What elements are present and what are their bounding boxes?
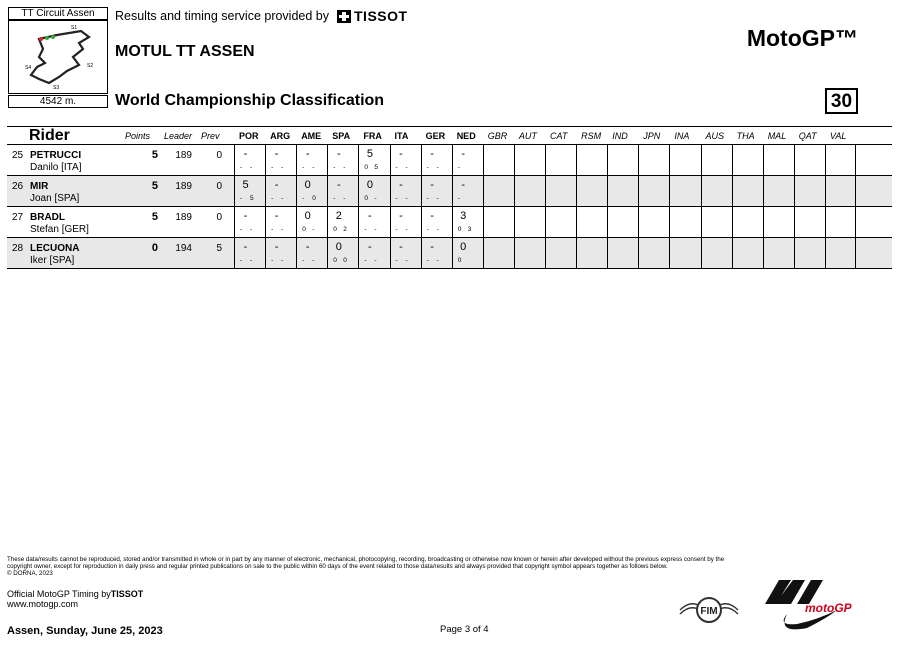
header-points: Points [125, 131, 151, 141]
timing-provider [115, 8, 408, 24]
race-cell [265, 145, 296, 175]
sprint-points: - [302, 195, 305, 202]
race-only-points: 3 [467, 226, 472, 233]
header-race: RSM [581, 131, 602, 141]
header-race: AUT [518, 131, 537, 141]
tissot-brand: TISSOT [354, 8, 408, 24]
race-cell [327, 207, 358, 237]
sprint-points: - [240, 164, 243, 171]
header-race: VAL [829, 131, 847, 141]
sprint-points: - [271, 195, 274, 202]
race-cell [358, 145, 389, 175]
rider-points: 5 [151, 211, 158, 223]
circuit-length: 4542 m. [8, 95, 108, 108]
header-race: AUS [705, 131, 725, 141]
race-cell [296, 176, 327, 206]
race-cell [421, 207, 452, 237]
header-race: ITA [394, 131, 409, 141]
race-cell [669, 145, 700, 175]
page-number: Page 3 of 4 [440, 624, 489, 635]
circuit-name: TT Circuit Assen [8, 7, 108, 20]
race-cell [638, 238, 669, 268]
race-cell [763, 145, 794, 175]
race-only-points: - [281, 257, 284, 264]
race-only-points: - [343, 195, 346, 202]
race-cell [483, 238, 514, 268]
race-cell [763, 176, 794, 206]
credit-text: Official MotoGP Timing by [7, 589, 111, 599]
race-only-points: - [436, 226, 439, 233]
event-date: Assen, Sunday, June 25, 2023 [7, 625, 163, 637]
race-cell [576, 238, 607, 268]
sprint-points: - [271, 257, 274, 264]
svg-text:S3: S3 [53, 85, 60, 91]
event-title: MOTUL TT ASSEN [115, 43, 255, 60]
rider-prev-gap: 5 [216, 243, 222, 254]
race-cell [732, 238, 763, 268]
rider-prev-gap: 0 [216, 181, 222, 192]
race-cell [669, 176, 700, 206]
race-points: - [461, 179, 466, 191]
sprint-points: - [395, 226, 398, 233]
rider-position: 26 [12, 181, 24, 192]
table-row [7, 176, 892, 207]
race-points: - [305, 148, 310, 160]
race-cell [669, 238, 700, 268]
header-race: ARG [270, 131, 291, 141]
race-only-points: - [250, 257, 253, 264]
credit-brand: TISSOT [110, 589, 144, 599]
race-points: - [399, 210, 403, 222]
website-link: www.motogp.com [7, 599, 79, 609]
race-cell [607, 238, 638, 268]
race-only-points: - [312, 257, 315, 264]
motogp-logo [757, 574, 862, 630]
rider-given-name: Danilo [ITA] [30, 162, 82, 173]
race-cell [701, 238, 732, 268]
table-row [7, 145, 892, 176]
race-cell [514, 207, 545, 237]
race-points: 0 [304, 210, 311, 222]
header-race: FRA [363, 131, 382, 141]
rider-leader-gap: 189 [175, 181, 192, 192]
race-cell [234, 176, 265, 206]
sprint-points: - [271, 226, 274, 233]
race-cell [669, 207, 700, 237]
race-only-points: - [436, 164, 439, 171]
sprint-points: - [364, 226, 367, 233]
race-cell [234, 207, 265, 237]
race-cell [732, 176, 763, 206]
race-cell [296, 207, 327, 237]
race-cell [794, 145, 825, 175]
header-leader: Leader [164, 131, 193, 141]
svg-text:S2: S2 [87, 63, 94, 69]
race-cell [327, 145, 358, 175]
disclaimer-line: These data/results cannot be reproduced, stored and/or transmitted in whole or in part by any manner of electronic, mechanical, photocopying, recording, broadcasting or otherwise now known or herein after developed without the previous express consent by the [7, 556, 725, 563]
race-points: 0 [366, 179, 373, 191]
race-only-points: - [374, 195, 377, 202]
race-cell [576, 176, 607, 206]
copyright-line: © DORNA, 2023 [7, 570, 53, 577]
race-cell [296, 145, 327, 175]
race-only-points: - [405, 195, 408, 202]
race-cell [421, 145, 452, 175]
race-cell [234, 145, 265, 175]
race-only-points: - [281, 164, 284, 171]
race-cell [265, 238, 296, 268]
header-race: MAL [767, 131, 787, 141]
race-cell [358, 207, 389, 237]
race-cell [701, 207, 732, 237]
race-only-points: - [250, 226, 253, 233]
race-points: - [399, 179, 403, 191]
race-points: - [274, 210, 279, 222]
race-points: 0 [460, 241, 467, 253]
rider-points: 0 [151, 242, 158, 254]
race-cell [794, 238, 825, 268]
rider-position: 28 [12, 243, 24, 254]
rider-given-name: Joan [SPA] [30, 193, 80, 204]
race-only-points: 0 [312, 195, 316, 202]
race-cell [452, 176, 483, 206]
sprint-points: 0 [364, 195, 369, 202]
race-cell [825, 238, 856, 268]
rider-surname: BRADL [30, 212, 65, 223]
round-number-badge: 30 [825, 88, 858, 114]
motogp-logo-text: motoGP [805, 601, 852, 615]
tissot-logo [337, 8, 408, 24]
header-race: JPN [643, 131, 661, 141]
race-only-points: - [343, 164, 346, 171]
sprint-points: - [240, 195, 243, 202]
sprint-points: 0 [457, 257, 462, 264]
fim-logo-text: FIM [700, 606, 718, 617]
header-race: NED [456, 131, 476, 141]
race-cell [483, 145, 514, 175]
race-cell [514, 238, 545, 268]
race-cell [545, 176, 576, 206]
race-points: - [430, 148, 434, 160]
race-cell [390, 176, 421, 206]
header-rider: Rider [29, 127, 70, 144]
sprint-points: - [426, 226, 429, 233]
header-race: SPA [332, 131, 351, 141]
rider-position: 25 [12, 150, 24, 161]
table-header [7, 126, 892, 145]
rider-prev-gap: 0 [216, 150, 222, 161]
race-points: - [243, 148, 248, 160]
document-title: World Championship Classification [115, 92, 385, 109]
race-cell [545, 238, 576, 268]
sprint-points: - [333, 195, 336, 202]
header-race: GER [425, 131, 446, 141]
race-cell [358, 238, 389, 268]
table-row [7, 207, 892, 238]
race-cell [483, 176, 514, 206]
sprint-points: - [426, 164, 429, 171]
race-points: - [399, 241, 403, 253]
table-body [7, 145, 892, 269]
table-row [7, 238, 892, 269]
classification-table [7, 126, 892, 269]
race-only-points: 5 [250, 195, 254, 202]
race-points: 5 [366, 148, 373, 160]
race-points: - [336, 148, 341, 160]
swiss-cross-icon [337, 10, 351, 23]
rider-leader-gap: 194 [175, 243, 192, 254]
race-cell [358, 176, 389, 206]
race-cell [421, 238, 452, 268]
header-race: GBR [487, 131, 508, 141]
rider-leader-gap: 189 [175, 150, 192, 161]
race-only-points: - [374, 257, 377, 264]
race-points: - [461, 148, 466, 160]
header-race: QAT [798, 131, 817, 141]
rider-points: 5 [151, 149, 158, 161]
header-race: THA [736, 131, 755, 141]
header-race: INA [674, 131, 690, 141]
race-only-points: - [405, 257, 408, 264]
rider-leader-gap: 189 [175, 212, 192, 223]
race-cell [825, 176, 856, 206]
race-cell [545, 145, 576, 175]
header-race: AME [301, 131, 322, 141]
race-cell [638, 176, 669, 206]
race-cell [794, 207, 825, 237]
sprint-points: 0 [364, 164, 369, 171]
rider-points: 5 [151, 180, 158, 192]
race-cell [607, 207, 638, 237]
race-points: - [243, 210, 248, 222]
circuit-map-image [8, 20, 108, 94]
race-points: 5 [242, 179, 249, 191]
race-points: - [430, 210, 434, 222]
race-cell [452, 145, 483, 175]
sprint-points: - [395, 195, 398, 202]
rider-surname: LECUONA [30, 243, 80, 254]
sprint-points: - [240, 226, 243, 233]
disclaimer-line: copyright owner, except for reproduction in daily press and regular printed publications on sale to the public within 60 days of the event related to those data/results and always provided that copyright symbol appears together as follows below. [7, 563, 668, 570]
sprint-points: - [364, 257, 367, 264]
race-points: 2 [335, 210, 342, 222]
rider-given-name: Iker [SPA] [30, 255, 75, 266]
sprint-points: - [271, 164, 274, 171]
svg-text:S4: S4 [25, 65, 32, 71]
header-prev: Prev [201, 131, 220, 141]
race-only-points: - [374, 226, 377, 233]
race-cell [265, 176, 296, 206]
race-cell [763, 238, 794, 268]
race-only-points: - [312, 226, 315, 233]
race-only-points: 2 [343, 226, 347, 233]
fim-logo [678, 592, 740, 628]
race-cell [327, 238, 358, 268]
race-points: - [430, 241, 434, 253]
sprint-points: - [457, 195, 460, 202]
race-points: - [399, 148, 403, 160]
race-cell [825, 207, 856, 237]
copyright-disclaimer [7, 556, 837, 577]
sprint-points: - [395, 164, 398, 171]
race-points: - [243, 241, 248, 253]
race-points: - [274, 241, 279, 253]
race-only-points: - [250, 164, 253, 171]
header-race: IND [612, 131, 628, 141]
sprint-points: - [457, 164, 460, 171]
svg-text:S1: S1 [71, 25, 78, 31]
sprint-points: - [426, 257, 429, 264]
race-cell [234, 238, 265, 268]
race-cell [545, 207, 576, 237]
race-only-points: - [436, 195, 439, 202]
header-race: POR [239, 131, 259, 141]
race-points: 3 [460, 210, 467, 222]
race-points: - [274, 148, 279, 160]
race-cell [638, 207, 669, 237]
sprint-points: - [395, 257, 398, 264]
race-points: - [274, 179, 279, 191]
rider-position: 27 [12, 212, 24, 223]
rider-surname: PETRUCCI [30, 150, 82, 161]
race-only-points: - [281, 226, 284, 233]
race-points: - [305, 241, 310, 253]
sprint-points: - [333, 164, 336, 171]
race-cell [390, 238, 421, 268]
race-cell [452, 207, 483, 237]
sprint-points: - [302, 164, 305, 171]
race-only-points: - [281, 195, 284, 202]
timing-credit [7, 589, 143, 609]
race-points: - [368, 210, 372, 222]
race-cell [763, 207, 794, 237]
race-points: - [368, 241, 372, 253]
rider-surname: MIR [30, 181, 49, 192]
sprint-points: 0 [457, 226, 462, 233]
race-points: - [430, 179, 434, 191]
race-cell [576, 145, 607, 175]
sprint-points: 0 [302, 226, 306, 233]
race-only-points: - [405, 226, 408, 233]
race-only-points: - [312, 164, 315, 171]
race-cell [390, 207, 421, 237]
race-cell [732, 145, 763, 175]
race-cell [327, 176, 358, 206]
race-only-points: 0 [343, 257, 347, 264]
race-points: - [336, 179, 341, 191]
header-race: CAT [550, 131, 568, 141]
race-points: 0 [304, 179, 311, 191]
race-cell [701, 145, 732, 175]
race-cell [576, 207, 607, 237]
race-only-points: 5 [374, 164, 379, 171]
rider-given-name: Stefan [GER] [30, 224, 89, 235]
sprint-points: 0 [333, 226, 337, 233]
race-cell [452, 238, 483, 268]
sprint-points: - [426, 195, 429, 202]
race-cell [825, 145, 856, 175]
race-cell [296, 238, 327, 268]
race-cell [794, 176, 825, 206]
race-only-points: - [436, 257, 439, 264]
race-cell [421, 176, 452, 206]
race-cell [390, 145, 421, 175]
sprint-points: - [240, 257, 243, 264]
rider-prev-gap: 0 [216, 212, 222, 223]
sprint-points: - [302, 257, 305, 264]
race-cell [483, 207, 514, 237]
brand-title: MotoGP™ [746, 25, 858, 51]
race-cell [607, 145, 638, 175]
race-cell [514, 176, 545, 206]
race-points: 0 [335, 241, 342, 253]
provider-text: Results and timing service provided by [115, 9, 329, 23]
race-cell [638, 145, 669, 175]
race-cell [265, 207, 296, 237]
race-cell [514, 145, 545, 175]
race-cell [732, 207, 763, 237]
race-cell [701, 176, 732, 206]
race-only-points: - [405, 164, 408, 171]
race-cell [607, 176, 638, 206]
sprint-points: 0 [333, 257, 337, 264]
